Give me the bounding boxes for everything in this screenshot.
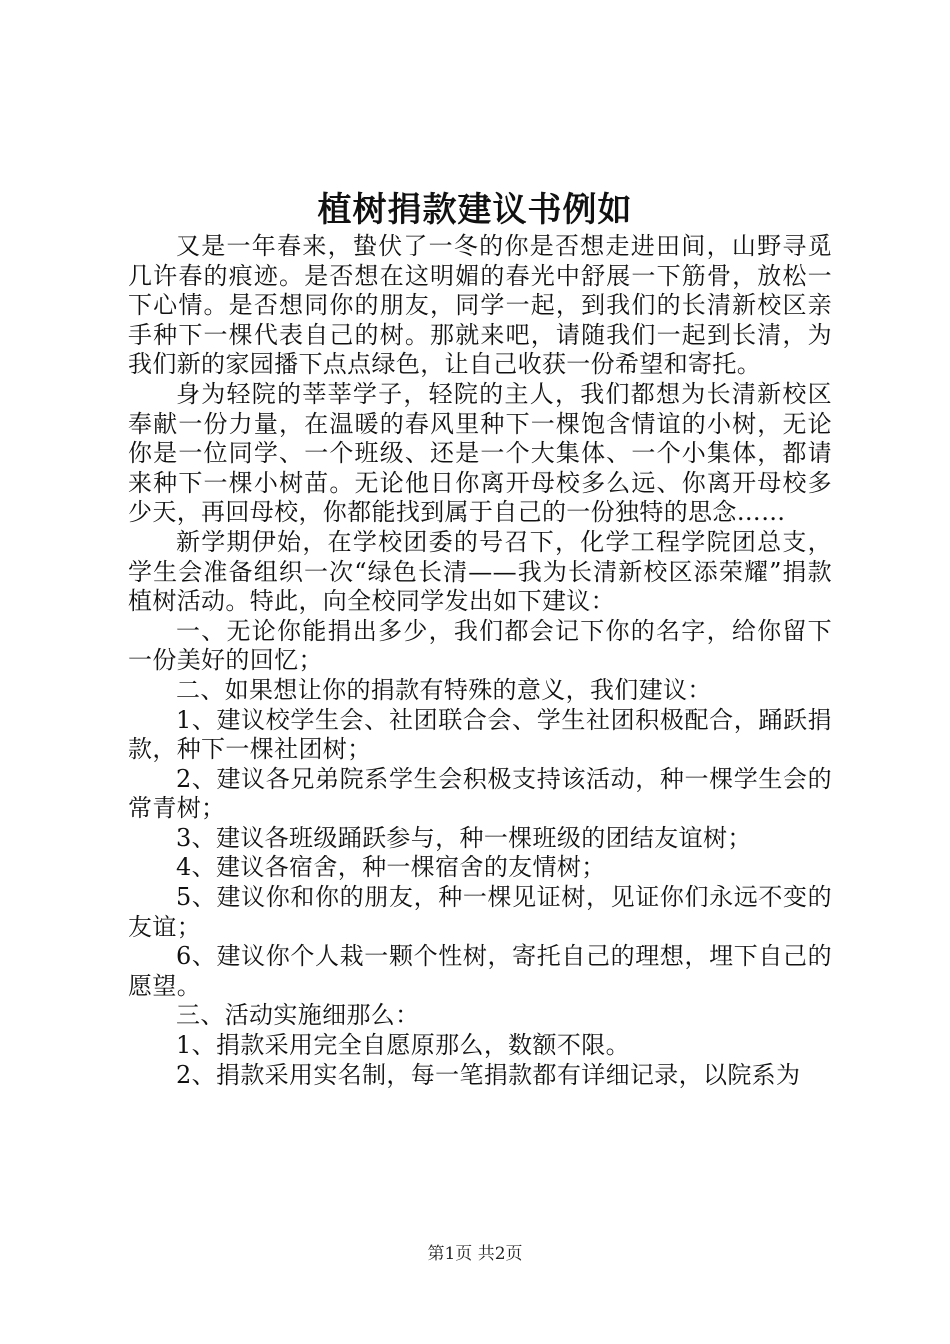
paragraph: 1、捐款采用完全自愿原那么，数额不限。 xyxy=(176,1031,630,1060)
paragraph: 2、捐款采用实名制，每一笔捐款都有详细记录，以院系为 xyxy=(176,1060,801,1089)
paragraph: 4、建议各宿舍，种一棵宿舍的友情树； xyxy=(176,853,606,882)
paragraph: 二、如果想让你的捐款有特殊的意义，我们建议： xyxy=(176,675,712,704)
paragraph: 又是一年春来，蛰伏了一冬的你是否想走进田间，山野寻觅几许春的痕迹。是否想在这明媚的春光中舒展一下筋骨，放松一下心情。是否想同你的朋友，同学一起，到我们的长清新校区亲手种下一棵代表自己的树。那就来吧，请随我们一起到长清，为我们新的家园播下点点绿色，让自己收获一份希望和寄托。 xyxy=(128,232,832,379)
paragraph: 5、建议你和你的朋友，种一棵见证树，见证你们永远不变的友谊； xyxy=(128,883,832,941)
paragraph: 身为轻院的莘莘学子，轻院的主人，我们都想为长清新校区奉献一份力量，在温暖的春风里种下一棵饱含情谊的小树，无论你是一位同学、一个班级、还是一个大集体、一个小集体，都请来种下一棵小树苗。无论他日你离开母校多么远、你离开母校多少天，再回母校，你都能找到属于自己的一份独特的思念…… xyxy=(128,379,832,527)
document-body xyxy=(128,232,832,1090)
paragraph: 一、无论你能捐出多少，我们都会记下你的名字，给你留下一份美好的回忆； xyxy=(128,616,832,675)
paragraph: 2、建议各兄弟院系学生会积极支持该活动，种一棵学生会的常青树； xyxy=(128,764,832,823)
paragraph: 1、建议校学生会、社团联合会、学生社团积极配合，踊跃捐款，种下一棵社团树； xyxy=(128,705,832,764)
document-title: 植树捐款建议书例如 xyxy=(317,190,633,230)
paragraph: 3、建议各班级踊跃参与，种一棵班级的团结友谊树； xyxy=(176,823,752,852)
paragraph: 三、活动实施细那么： xyxy=(176,1001,420,1030)
paragraph: 6、建议你个人栽一颗个性树，寄托自己的理想，埋下自己的愿望。 xyxy=(128,942,832,1000)
paragraph: 新学期伊始，在学校团委的号召下，化学工程学院团总支，学生会准备组织一次“绿色长清——我为长清新校区添荣耀”捐款植树活动。特此，向全校同学发出如下建议： xyxy=(128,527,832,616)
page-number-footer: 第1页 共2页 xyxy=(427,1244,523,1264)
